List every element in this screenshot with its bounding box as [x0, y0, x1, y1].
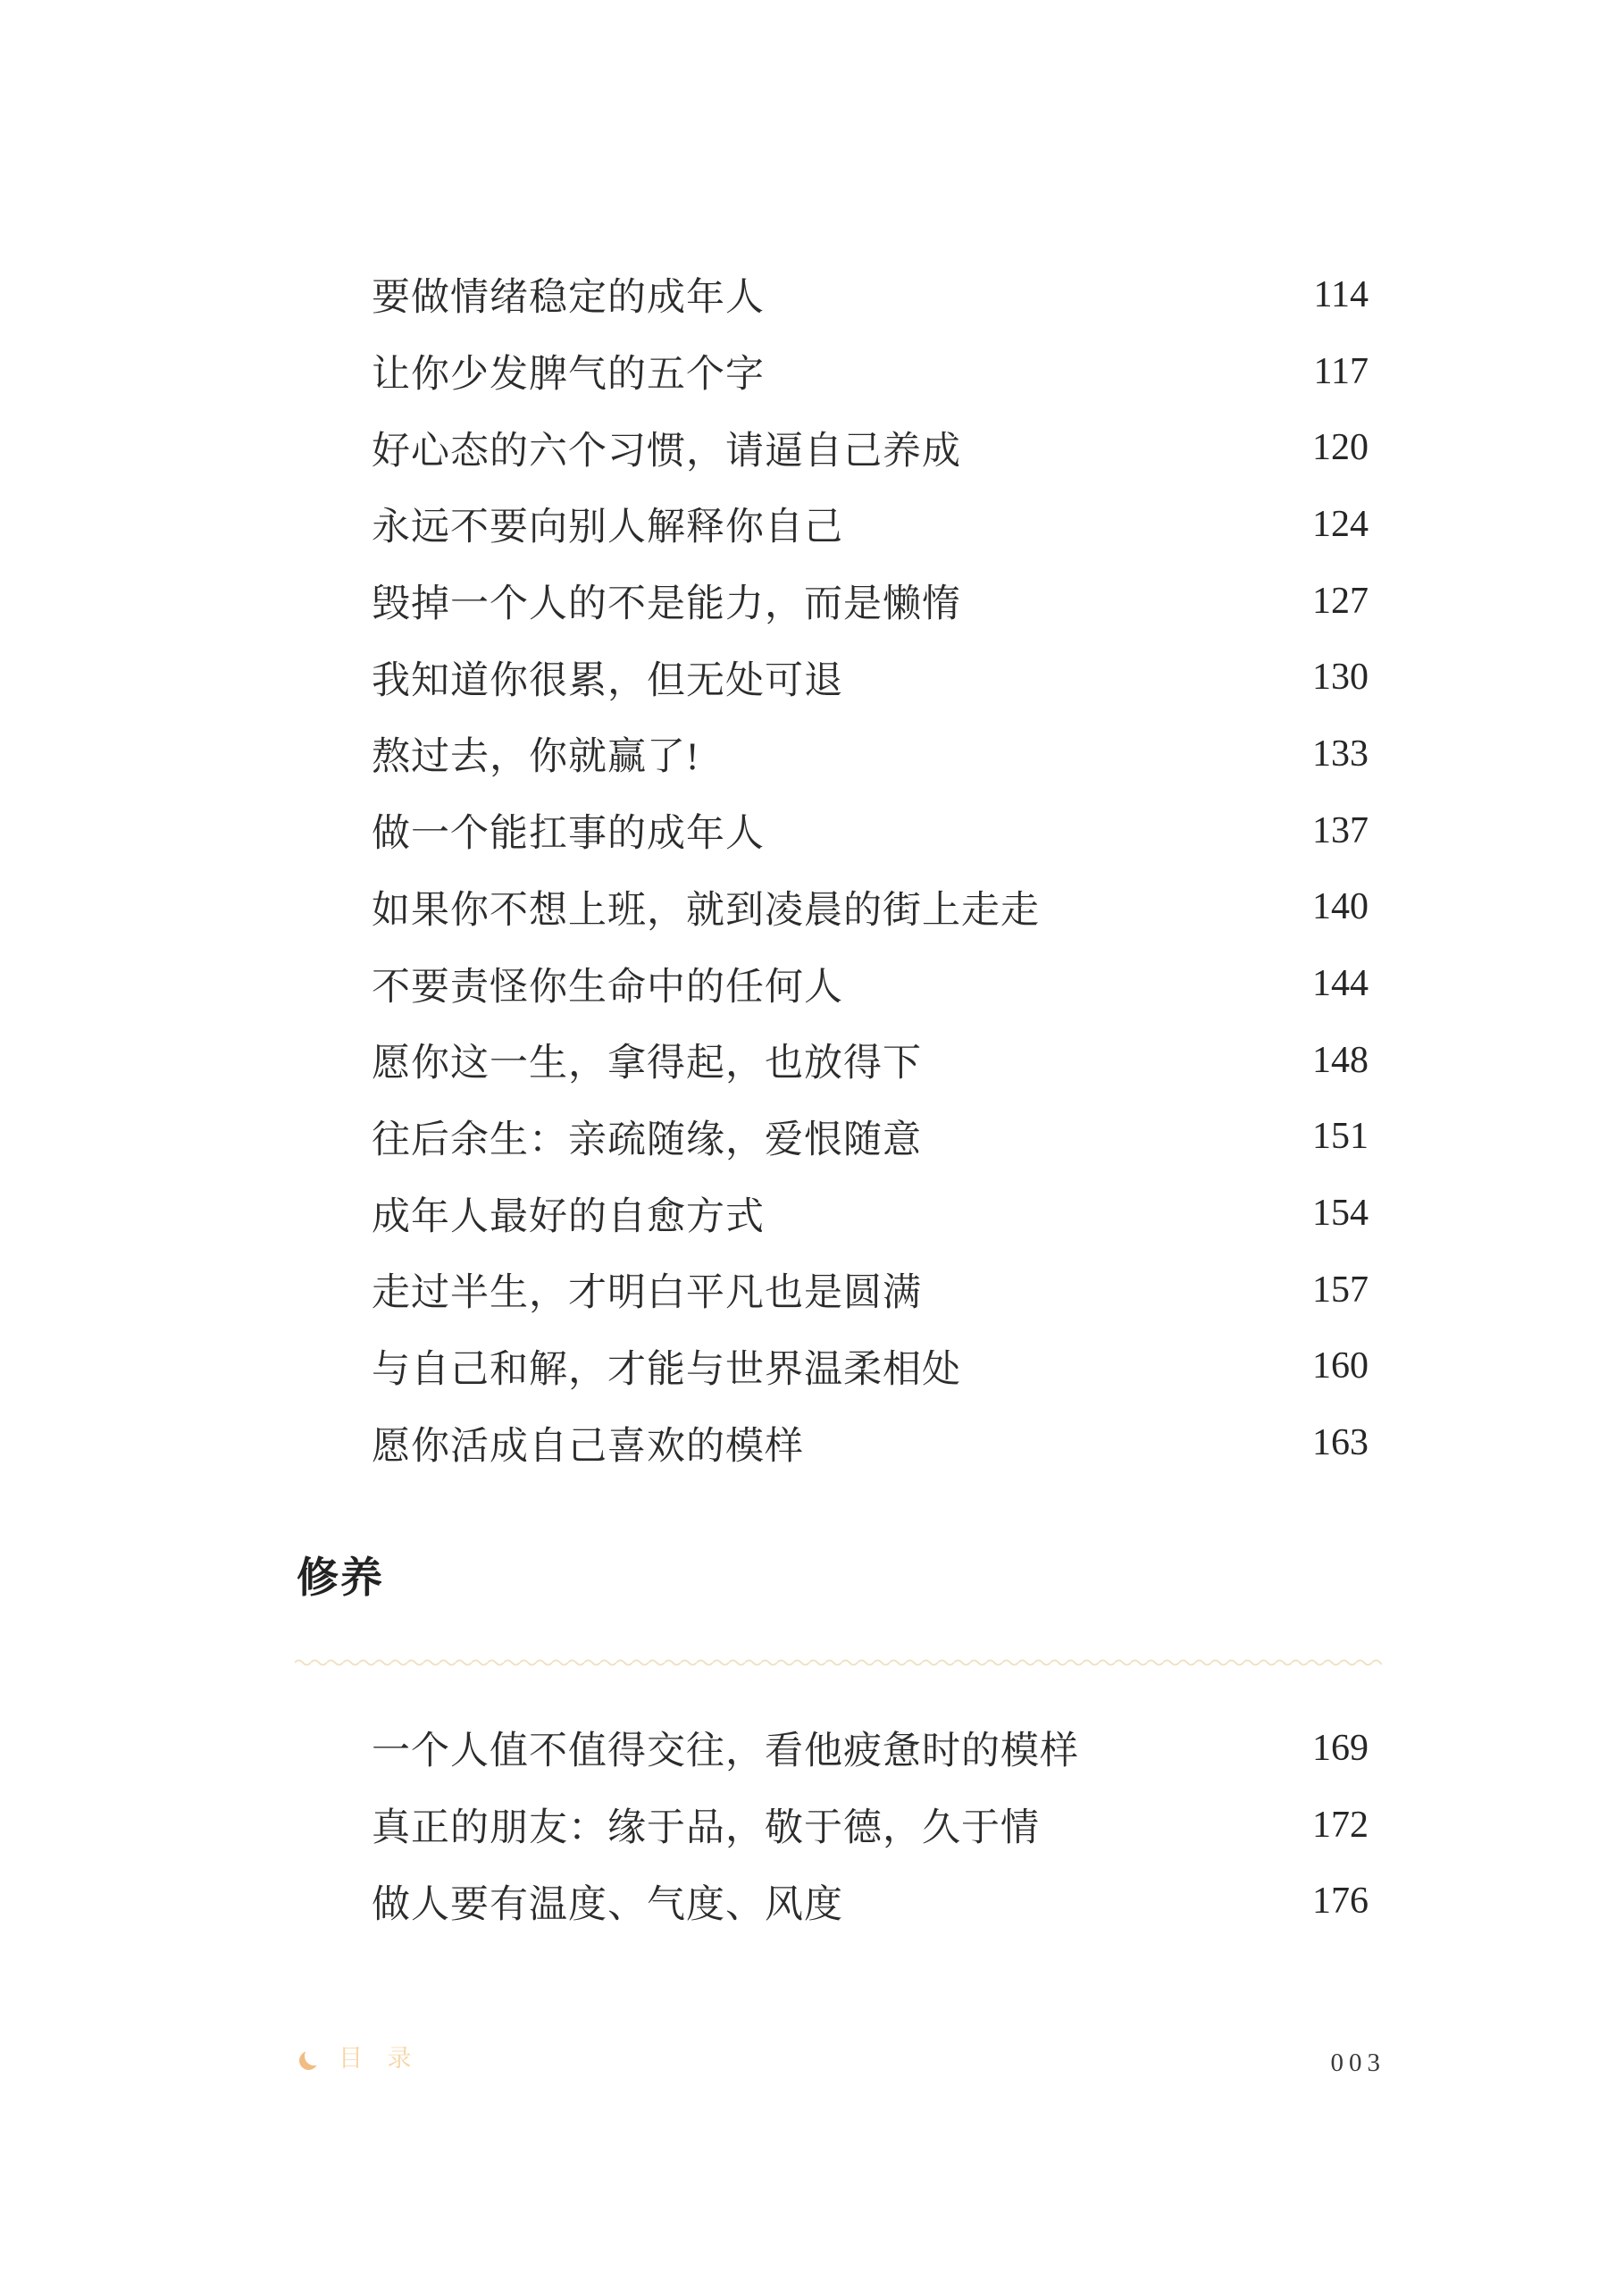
- toc-entry[interactable]: [372, 716, 1369, 792]
- toc-entry-page-number: 130: [1312, 657, 1369, 699]
- toc-entry-title: 成年人最好的自愈方式: [372, 1195, 765, 1238]
- toc-entry-title: 一个人值不值得交往，看他疲惫时的模样: [372, 1730, 1079, 1773]
- toc-entry-page-number: 160: [1312, 1345, 1369, 1387]
- toc-entry[interactable]: [372, 945, 1369, 1022]
- toc-entry-page-number: 144: [1312, 963, 1369, 1005]
- crescent-moon-icon: [305, 2047, 323, 2065]
- toc-entry[interactable]: [372, 256, 1369, 333]
- toc-entry-title: 走过半生，才明白平凡也是圆满: [372, 1272, 922, 1315]
- toc-entry-title: 要做情绪稳定的成年人: [372, 277, 765, 320]
- toc-entry-title: 毁掉一个人的不是能力，而是懒惰: [372, 583, 961, 626]
- wavy-divider: [295, 1656, 1382, 1667]
- section-heading-cultivation: 修养: [297, 1554, 384, 1601]
- toc-entry-title: 做一个能扛事的成年人: [372, 813, 765, 856]
- toc-entry-page-number: 140: [1312, 886, 1369, 928]
- toc-entry-page-number: 157: [1312, 1269, 1369, 1311]
- toc-entry[interactable]: [372, 869, 1369, 946]
- toc-entry[interactable]: [372, 1710, 1369, 1787]
- toc-entry[interactable]: [372, 1787, 1369, 1864]
- toc-entry[interactable]: [372, 486, 1369, 563]
- toc-entry[interactable]: [372, 1022, 1369, 1099]
- toc-entry-title: 好心态的六个习惯，请逼自己养成: [372, 430, 961, 473]
- toc-entry[interactable]: [372, 1099, 1369, 1176]
- toc-entry-page-number: 117: [1313, 350, 1369, 392]
- toc-entry[interactable]: [372, 1863, 1369, 1940]
- toc-entry-title: 永远不要向别人解释你自己: [372, 507, 843, 549]
- toc-entry-page-number: 163: [1312, 1422, 1369, 1464]
- toc-entry[interactable]: [372, 1175, 1369, 1252]
- toc-entry-title: 真正的朋友：缘于品，敬于德，久于情: [372, 1807, 1040, 1850]
- toc-entry-page-number: 151: [1312, 1116, 1369, 1158]
- toc-entry-title: 与自己和解，才能与世界温柔相处: [372, 1348, 961, 1391]
- toc-entry-page-number: 169: [1312, 1727, 1369, 1769]
- toc-entry-page-number: 172: [1312, 1804, 1369, 1846]
- footer-left: [305, 2047, 421, 2071]
- toc-entry-page-number: 114: [1313, 273, 1369, 315]
- toc-entry-page-number: 127: [1312, 580, 1369, 622]
- toc-entry-page-number: 120: [1312, 427, 1369, 469]
- toc-entry[interactable]: [372, 1252, 1369, 1328]
- toc-entry[interactable]: [372, 1404, 1369, 1481]
- toc-entry-title: 我知道你很累，但无处可退: [372, 659, 843, 702]
- toc-entry[interactable]: [372, 333, 1369, 410]
- toc-entry-title: 做人要有温度、气度、风度: [372, 1883, 843, 1926]
- toc-entry-page-number: 133: [1312, 733, 1369, 775]
- toc-entry[interactable]: [372, 639, 1369, 716]
- toc-section-2-list: [372, 1710, 1369, 1940]
- toc-entry-page-number: 176: [1312, 1881, 1369, 1923]
- toc-entry-page-number: 137: [1312, 809, 1369, 851]
- toc-entry[interactable]: [372, 563, 1369, 640]
- toc-entry-page-number: 124: [1312, 503, 1369, 545]
- toc-entry[interactable]: [372, 792, 1369, 869]
- toc-entry-title: 熬过去，你就赢了!: [372, 736, 700, 779]
- toc-entry-title: 往后余生：亲疏随缘，爱恨随意: [372, 1119, 922, 1161]
- toc-section-1-list: [372, 256, 1369, 1481]
- toc-entry-title: 不要责怪你生命中的任何人: [372, 966, 843, 1009]
- toc-entry-title: 如果你不想上班，就到凌晨的街上走走: [372, 889, 1040, 932]
- toc-entry[interactable]: [372, 409, 1369, 486]
- toc-entry-title: 愿你这一生，拿得起，也放得下: [372, 1043, 922, 1085]
- toc-entry-title: 让你少发脾气的五个字: [372, 354, 765, 397]
- toc-entry-title: 愿你活成自己喜欢的模样: [372, 1425, 804, 1468]
- toc-entry[interactable]: [372, 1328, 1369, 1405]
- toc-entry-page-number: 148: [1312, 1039, 1369, 1081]
- footer-page-number: 003: [1330, 2049, 1385, 2077]
- toc-entry-page-number: 154: [1312, 1193, 1369, 1235]
- footer-toc-label: 目 录: [339, 2045, 421, 2072]
